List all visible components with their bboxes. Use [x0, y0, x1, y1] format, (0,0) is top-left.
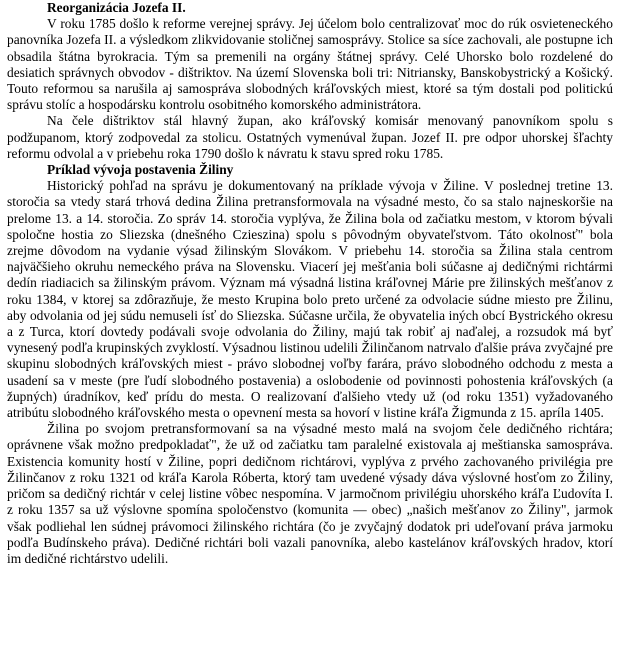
paragraph-zilina-richtar: Žilina po svojom pretransformovaní sa na výsadné mesto malá na svojom čele dedičného richtára; oprávnene však možno predpokladať", že už od začiatku tam paralelné existovala aj meštianska samospráva. Existencia komunity hostí v Žiline, popri dedičnom richtárovi, vyplýva z prvého zachovaného privilégia pre Žilinčanov z roku 1321 od kráľa Karola Róberta, ktorý tam uvedené výsady dáva výslovné hosťom zo Žiliny, pričom sa dedičný richtár v celej listine vôbec nespomína. V jarmočnom privilégiu uhorského kráľa Ľudovíta I. z roku 1357 sa už výslovne spomína spoločenstvo (komunita — obec) „našich mešťanov zo Žiliny", jarmok však podliehal len súdnej právomoci žilinského richtára (čo je zvyčajný dodatok pri udeľovaní práva jarmoku podľa Budínskeho práva). Dedičné richtári boli vazali panovníka, alebo kastelánov kráľovských hradov, ktorí im dedičné richtárstvo udelili.	[7, 421, 613, 566]
section-heading-zilina: Príklad vývoja postavenia Žiliny	[47, 162, 234, 178]
paragraph-zilina-history: Historický pohľad na správu je dokumentovaný na príklade vývoja v Žiline. V poslednej tretine 13. storočia sa vtedy stará trhová dedina Žilina pretransformovala na výsadné mesto, čo sa stalo najneskoršie na prelome 13. a 14. storočia. Zo správ 14. storočia vyplýva, že Žilina bola od začiatku mestom, v ktorom bývali spoločne hostia zo Sliezska (dnešného Czieszina) spolu s pôvodným obyvateľstvom. Táto okolnosť" bola zrejme dôvodom na vydanie výsad žilinským Slovákom. V priebehu 14. storočia sa Žilina stala centrom najväčšieho okruhu nemeckého práva na Slovensku. Viacerí jej mešťania boli súčasne aj dedičnými richtármi dedín riadiacich sa žilinským právom. Význam má výsadná listina kráľovnej Márie pre žilinských mešťanov z roku 1384, v ktorej sa zdôrazňuje, že mesto Krupina bolo preto určené za odvolacie súdne miesto pre Žilinu, aby odvolania od jej súdu nemuseli ísť do Sliezska. Súčasne určila, že obyvatelia iných obcí Bystrického okresu a z Turca, ktorí dovtedy podávali svoje odvolania do Žiliny, majú tak robiť aj naďalej, a rozsudok má byť vynesený podľa krupinských zvyklostí. Výsadnou listinou udelili Žilinčanom natrvalo ďalšie práva zvyčajné pre skupinu slobodných kráľovských miest - právo slobodnej voľby farára, právo slobodného odchodu z mesta a usadení sa v meste (pre ľudí slobodného postavenia) a oslobodenie od povinnosti pohostenia kráľovských (a župných) úradníkov, keď prídu do mesta. O realizovaní ďalšieho vtedy už (od roku 1351) vyžadovaného atribútu slobodného kráľovského mesta o opevnení mesta sa hovorí v listine kráľa Žigmunda z 15. apríla 1405.	[7, 178, 613, 421]
section-heading-reorganizacia: Reorganizácia Jozefa II.	[47, 0, 186, 15]
paragraph-reform-1785: V roku 1785 došlo k reforme verejnej správy. Jej účelom bolo centralizovať moc do rúk osvieteneckého panovníka Jozefa II. a výsledkom zlikvidovanie stoličnej samosprávy. Stolice sa síce zachovali, ale postupne ich obsadila štátna byrokracia. Tým sa premenili na orgány štátnej správy. Celé Uhorsko bolo rozdelené do desiatich správnych obvodov - dištriktov. Na území Slovenska boli tri: Nitriansky, Banskobystrický a Košický. Touto reformou sa narušila aj samospráva slobodných kráľovských miest, ktoré sa tým dostali pod politickú správu stolíc a hospodársku kontrolu osobitného komorského administrátora.	[7, 16, 613, 113]
paragraph-districts: Na čele dištriktov stál hlavný župan, ako kráľovský komisár menovaný panovníkom spolu s podžupanom, ktorý zodpovedal za stolicu. Ostatných vymenúval župan. Jozef II. pre odpor uhorskej šľachty reformu odvolal a v priebehu roka 1790 došlo k návratu k stavu spred roku 1785.	[7, 113, 613, 161]
